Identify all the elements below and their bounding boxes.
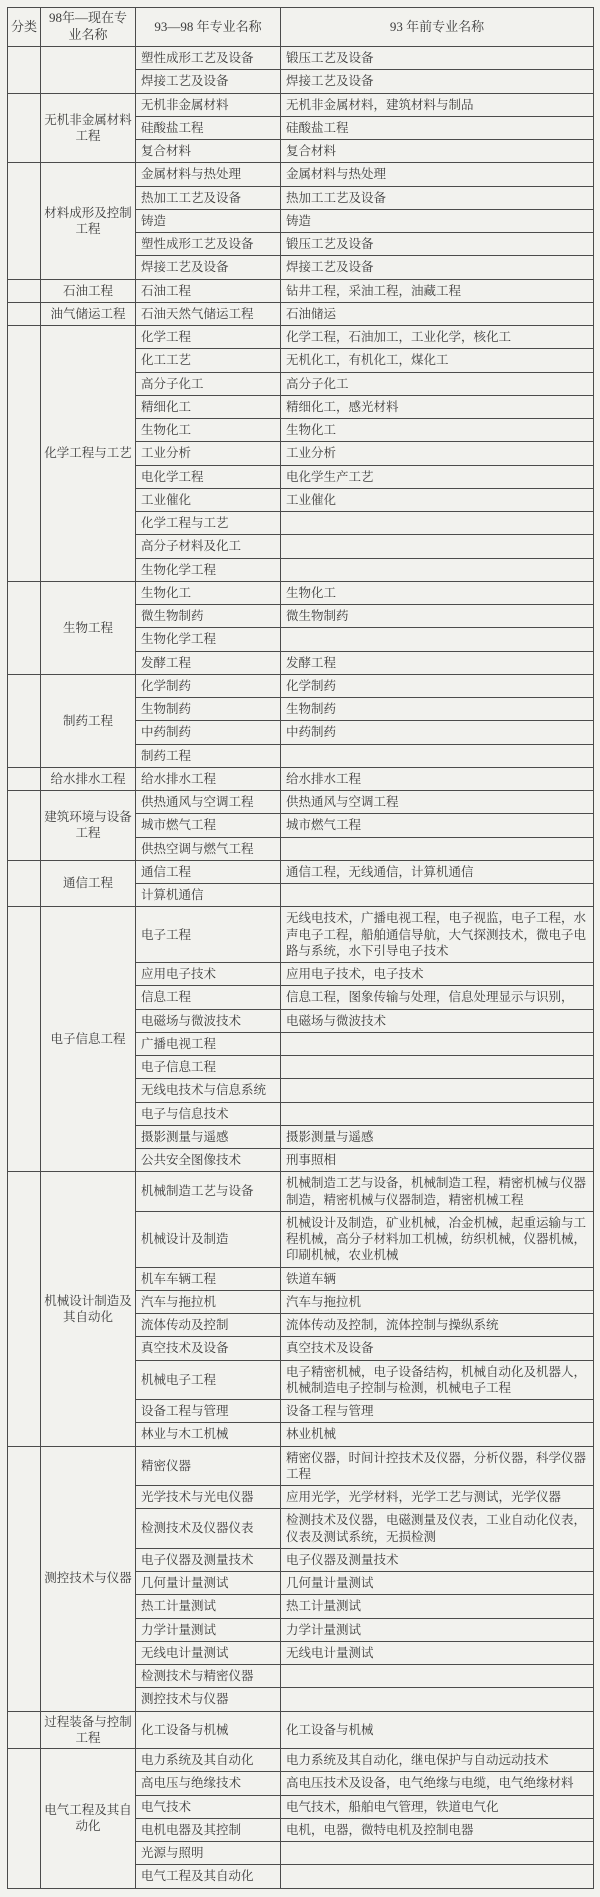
major-93-98-cell: 电子信息工程 [136,1056,281,1079]
category-98-now-cell: 制药工程 [41,674,136,767]
major-pre-93-cell: 微生物制药 [281,605,594,628]
category-98-now-cell: 测控技术与仪器 [41,1446,136,1711]
major-93-98-cell: 检测技术及仪器仪表 [136,1509,281,1549]
class-cell [8,47,41,94]
major-pre-93-cell: 应用光学，光学材料，光学工艺与测试，光学仪器 [281,1486,594,1509]
major-93-98-cell: 中药制药 [136,721,281,744]
major-93-98-cell: 城市燃气工程 [136,814,281,837]
major-93-98-cell: 工业分析 [136,442,281,465]
major-pre-93-cell [281,512,594,535]
major-pre-93-cell [281,1079,594,1102]
major-pre-93-cell: 检测技术及仪器，电磁测量及仪表，工业自动化仪表，仪表及测试系统，无损检测 [281,1509,594,1549]
major-93-98-cell: 光源与照明 [136,1842,281,1865]
major-pre-93-cell [281,535,594,558]
major-93-98-cell: 高电压与绝缘技术 [136,1772,281,1795]
category-98-now-cell: 电气工程及其自动化 [41,1749,136,1889]
major-93-98-cell: 热工计量测试 [136,1595,281,1618]
major-93-98-cell: 应用电子技术 [136,963,281,986]
major-93-98-cell: 电化学工程 [136,465,281,488]
major-93-98-cell: 化学制药 [136,674,281,697]
major-93-98-cell: 林业与木工机械 [136,1423,281,1446]
major-93-98-cell: 塑性成形工艺及设备 [136,233,281,256]
major-93-98-cell: 电机电器及其控制 [136,1818,281,1841]
major-pre-93-cell: 给水排水工程 [281,767,594,790]
major-93-98-cell: 供热空调与燃气工程 [136,837,281,860]
table-row [8,163,594,186]
major-pre-93-cell: 电子仪器及测量技术 [281,1548,594,1571]
major-pre-93-cell: 焊接工艺及设备 [281,256,594,279]
major-pre-93-cell: 林业机械 [281,1423,594,1446]
table-row [8,791,594,814]
table-row [8,860,594,883]
major-pre-93-cell: 热工计量测试 [281,1595,594,1618]
major-pre-93-cell [281,628,594,651]
major-pre-93-cell: 钻井工程，采油工程，油藏工程 [281,279,594,302]
major-93-98-cell: 工业催化 [136,488,281,511]
table-row [8,326,594,349]
table-row [8,1172,594,1212]
major-93-98-cell: 焊接工艺及设备 [136,70,281,93]
class-cell [8,163,41,279]
major-pre-93-cell: 化学制药 [281,674,594,697]
major-pre-93-cell: 机械设计及制造，矿业机械，冶金机械，起重运输与工程机械，高分子材料加工机械，纺织机械，仪器机械，印刷机械，农业机械 [281,1211,594,1267]
major-pre-93-cell: 工业催化 [281,488,594,511]
major-93-98-cell: 机械制造工艺与设备 [136,1172,281,1212]
major-93-98-cell: 公共安全图像技术 [136,1149,281,1172]
major-pre-93-cell: 信息工程，图象传输与处理，信息处理显示与识别， [281,986,594,1009]
major-pre-93-cell: 锻压工艺及设备 [281,47,594,70]
major-93-98-cell: 计算机通信 [136,884,281,907]
class-cell [8,326,41,582]
table-row [8,581,594,604]
header-major-98-now: 98年—现在专业名称 [41,8,136,47]
table-row [8,279,594,302]
major-pre-93-cell [281,558,594,581]
category-98-now-cell [41,47,136,94]
major-pre-93-cell: 几何量计量测试 [281,1572,594,1595]
major-93-98-cell: 检测技术与精密仪器 [136,1665,281,1688]
class-cell [8,907,41,1172]
major-93-98-cell: 设备工程与管理 [136,1400,281,1423]
major-93-98-cell: 铸造 [136,209,281,232]
major-93-98-cell: 汽车与拖拉机 [136,1290,281,1313]
major-93-98-cell: 高分子化工 [136,372,281,395]
major-pre-93-cell [281,744,594,767]
major-pre-93-cell: 摄影测量与遥感 [281,1125,594,1148]
major-93-98-cell: 焊接工艺及设备 [136,256,281,279]
major-pre-93-cell: 精细化工，感光材料 [281,395,594,418]
class-cell [8,1711,41,1749]
major-93-98-cell: 流体传动及控制 [136,1314,281,1337]
major-93-98-cell: 生物化学工程 [136,558,281,581]
major-pre-93-cell: 高分子化工 [281,372,594,395]
major-pre-93-cell [281,837,594,860]
table-row [8,302,594,325]
major-93-98-cell: 广播电视工程 [136,1032,281,1055]
major-93-98-cell: 制药工程 [136,744,281,767]
major-93-98-cell: 生物化工 [136,419,281,442]
major-93-98-cell: 机械设计及制造 [136,1211,281,1267]
table-row [8,1749,594,1772]
class-cell [8,791,41,861]
major-pre-93-cell [281,1665,594,1688]
major-93-98-cell: 化学工程与工艺 [136,512,281,535]
major-pre-93-cell: 高电压技术及设备，电气绝缘与电缆，电气绝缘材料 [281,1772,594,1795]
major-93-98-cell: 发酵工程 [136,651,281,674]
category-98-now-cell: 过程装备与控制工程 [41,1711,136,1749]
major-93-98-cell: 化学工程 [136,326,281,349]
class-cell [8,279,41,302]
major-93-98-cell: 热加工工艺及设备 [136,186,281,209]
category-98-now-cell: 材料成形及控制工程 [41,163,136,279]
major-93-98-cell: 给水排水工程 [136,767,281,790]
major-pre-93-cell [281,1842,594,1865]
major-pre-93-cell [281,1032,594,1055]
class-cell [8,93,41,163]
table-row [8,767,594,790]
major-pre-93-cell: 城市燃气工程 [281,814,594,837]
major-pre-93-cell: 铸造 [281,209,594,232]
major-93-98-cell: 无线电计量测试 [136,1641,281,1664]
major-93-98-cell: 机车车辆工程 [136,1267,281,1290]
category-98-now-cell: 生物工程 [41,581,136,674]
major-93-98-cell: 摄影测量与遥感 [136,1125,281,1148]
major-pre-93-cell: 无线电计量测试 [281,1641,594,1664]
major-93-98-cell: 测控技术与仪器 [136,1688,281,1711]
category-98-now-cell: 机械设计制造及其自动化 [41,1172,136,1446]
major-pre-93-cell: 中药制药 [281,721,594,744]
header-class: 分类 [8,8,41,47]
major-93-98-cell: 生物化学工程 [136,628,281,651]
major-93-98-cell: 无线电技术与信息系统 [136,1079,281,1102]
category-98-now-cell: 建筑环境与设备工程 [41,791,136,861]
major-93-98-cell: 电气工程及其自动化 [136,1865,281,1888]
major-pre-93-cell: 生物制药 [281,698,594,721]
major-pre-93-cell [281,1056,594,1079]
category-98-now-cell: 无机非金属材料工程 [41,93,136,163]
major-93-98-cell: 化工设备与机械 [136,1711,281,1749]
table-row [8,907,594,963]
table-row [8,1446,594,1486]
major-pre-93-cell: 通信工程，无线通信，计算机通信 [281,860,594,883]
major-pre-93-cell: 无机非金属材料，建筑材料与制品 [281,93,594,116]
major-93-98-cell: 电子与信息技术 [136,1102,281,1125]
major-93-98-cell: 真空技术及设备 [136,1337,281,1360]
major-pre-93-cell: 供热通风与空调工程 [281,791,594,814]
major-93-98-cell: 高分子材料及化工 [136,535,281,558]
major-pre-93-cell: 生物化工 [281,581,594,604]
major-93-98-cell: 化工工艺 [136,349,281,372]
major-pre-93-cell: 力学计量测试 [281,1618,594,1641]
category-98-now-cell: 电子信息工程 [41,907,136,1172]
major-pre-93-cell: 电化学生产工艺 [281,465,594,488]
category-98-now-cell: 石油工程 [41,279,136,302]
class-cell [8,1749,41,1889]
category-98-now-cell: 通信工程 [41,860,136,907]
major-93-98-cell: 石油天然气储运工程 [136,302,281,325]
major-pre-93-cell [281,884,594,907]
major-93-98-cell: 生物制药 [136,698,281,721]
class-cell [8,302,41,325]
major-93-98-cell: 信息工程 [136,986,281,1009]
major-93-98-cell: 硅酸盐工程 [136,116,281,139]
table-body [8,47,594,1889]
major-93-98-cell: 光学技术与光电仪器 [136,1486,281,1509]
major-93-98-cell: 力学计量测试 [136,1618,281,1641]
major-pre-93-cell: 电子精密机械，电子设备结构，机械自动化及机器人，机械制造电子控制与检测，机械电子工程 [281,1360,594,1400]
major-93-98-cell: 电气技术 [136,1795,281,1818]
table-row [8,93,594,116]
major-pre-93-cell: 铁道车辆 [281,1267,594,1290]
header-row [8,8,594,47]
header-major-93-98: 93—98 年专业名称 [136,8,281,47]
major-pre-93-cell: 电力系统及其自动化，继电保护与自动远动技术 [281,1749,594,1772]
major-pre-93-cell: 无机化工，有机化工，煤化工 [281,349,594,372]
major-pre-93-cell: 机械制造工艺与设备，机械制造工程，精密机械与仪器制造，精密机械与仪器制造，精密机械工程 [281,1172,594,1212]
major-pre-93-cell: 金属材料与热处理 [281,163,594,186]
major-93-98-cell: 塑性成形工艺及设备 [136,47,281,70]
major-93-98-cell: 机械电子工程 [136,1360,281,1400]
major-pre-93-cell: 真空技术及设备 [281,1337,594,1360]
major-93-98-cell: 电子工程 [136,907,281,963]
major-pre-93-cell: 化工设备与机械 [281,1711,594,1749]
major-93-98-cell: 电力系统及其自动化 [136,1749,281,1772]
major-93-98-cell: 通信工程 [136,860,281,883]
table-row [8,47,594,70]
major-pre-93-cell: 焊接工艺及设备 [281,70,594,93]
table-row [8,674,594,697]
major-pre-93-cell: 化学工程，石油加工，工业化学，核化工 [281,326,594,349]
major-pre-93-cell: 设备工程与管理 [281,1400,594,1423]
major-93-98-cell: 几何量计量测试 [136,1572,281,1595]
major-pre-93-cell: 发酵工程 [281,651,594,674]
major-93-98-cell: 精密仪器 [136,1446,281,1486]
major-pre-93-cell: 硅酸盐工程 [281,116,594,139]
major-93-98-cell: 精细化工 [136,395,281,418]
major-93-98-cell: 电磁场与微波技术 [136,1009,281,1032]
major-pre-93-cell: 热加工工艺及设备 [281,186,594,209]
major-pre-93-cell: 精密仪器，时间计控技术及仪器，分析仪器，科学仪器工程 [281,1446,594,1486]
major-93-98-cell: 生物化工 [136,581,281,604]
major-93-98-cell: 供热通风与空调工程 [136,791,281,814]
major-93-98-cell: 微生物制药 [136,605,281,628]
major-pre-93-cell: 电磁场与微波技术 [281,1009,594,1032]
class-cell [8,767,41,790]
major-93-98-cell: 电子仪器及测量技术 [136,1548,281,1571]
header-major-pre-93: 93 年前专业名称 [281,8,594,47]
major-pre-93-cell [281,1102,594,1125]
major-pre-93-cell: 汽车与拖拉机 [281,1290,594,1313]
class-cell [8,860,41,907]
major-93-98-cell: 石油工程 [136,279,281,302]
major-93-98-cell: 无机非金属材料 [136,93,281,116]
major-pre-93-cell: 石油储运 [281,302,594,325]
category-98-now-cell: 油气储运工程 [41,302,136,325]
majors-mapping-table [7,7,594,1889]
major-pre-93-cell: 应用电子技术，电子技术 [281,963,594,986]
major-pre-93-cell: 刑事照相 [281,1149,594,1172]
class-cell [8,674,41,767]
major-pre-93-cell: 无线电技术，广播电视工程，电子视监，电子工程，水声电子工程，船舶通信导航，大气探测技术，微电子电路与系统，水下引导电子技术 [281,907,594,963]
major-pre-93-cell: 电气技术，船舶电气管理，铁道电气化 [281,1795,594,1818]
class-cell [8,581,41,674]
major-pre-93-cell: 生物化工 [281,419,594,442]
major-93-98-cell: 金属材料与热处理 [136,163,281,186]
major-pre-93-cell: 工业分析 [281,442,594,465]
category-98-now-cell: 化学工程与工艺 [41,326,136,582]
table-row [8,1711,594,1749]
major-pre-93-cell: 流体传动及控制，流体控制与操纵系统 [281,1314,594,1337]
major-pre-93-cell: 电机，电器，微特电机及控制电器 [281,1818,594,1841]
category-98-now-cell: 给水排水工程 [41,767,136,790]
major-pre-93-cell [281,1865,594,1888]
major-pre-93-cell: 复合材料 [281,140,594,163]
major-93-98-cell: 复合材料 [136,140,281,163]
major-pre-93-cell: 锻压工艺及设备 [281,233,594,256]
class-cell [8,1446,41,1711]
class-cell [8,1172,41,1446]
major-pre-93-cell [281,1688,594,1711]
